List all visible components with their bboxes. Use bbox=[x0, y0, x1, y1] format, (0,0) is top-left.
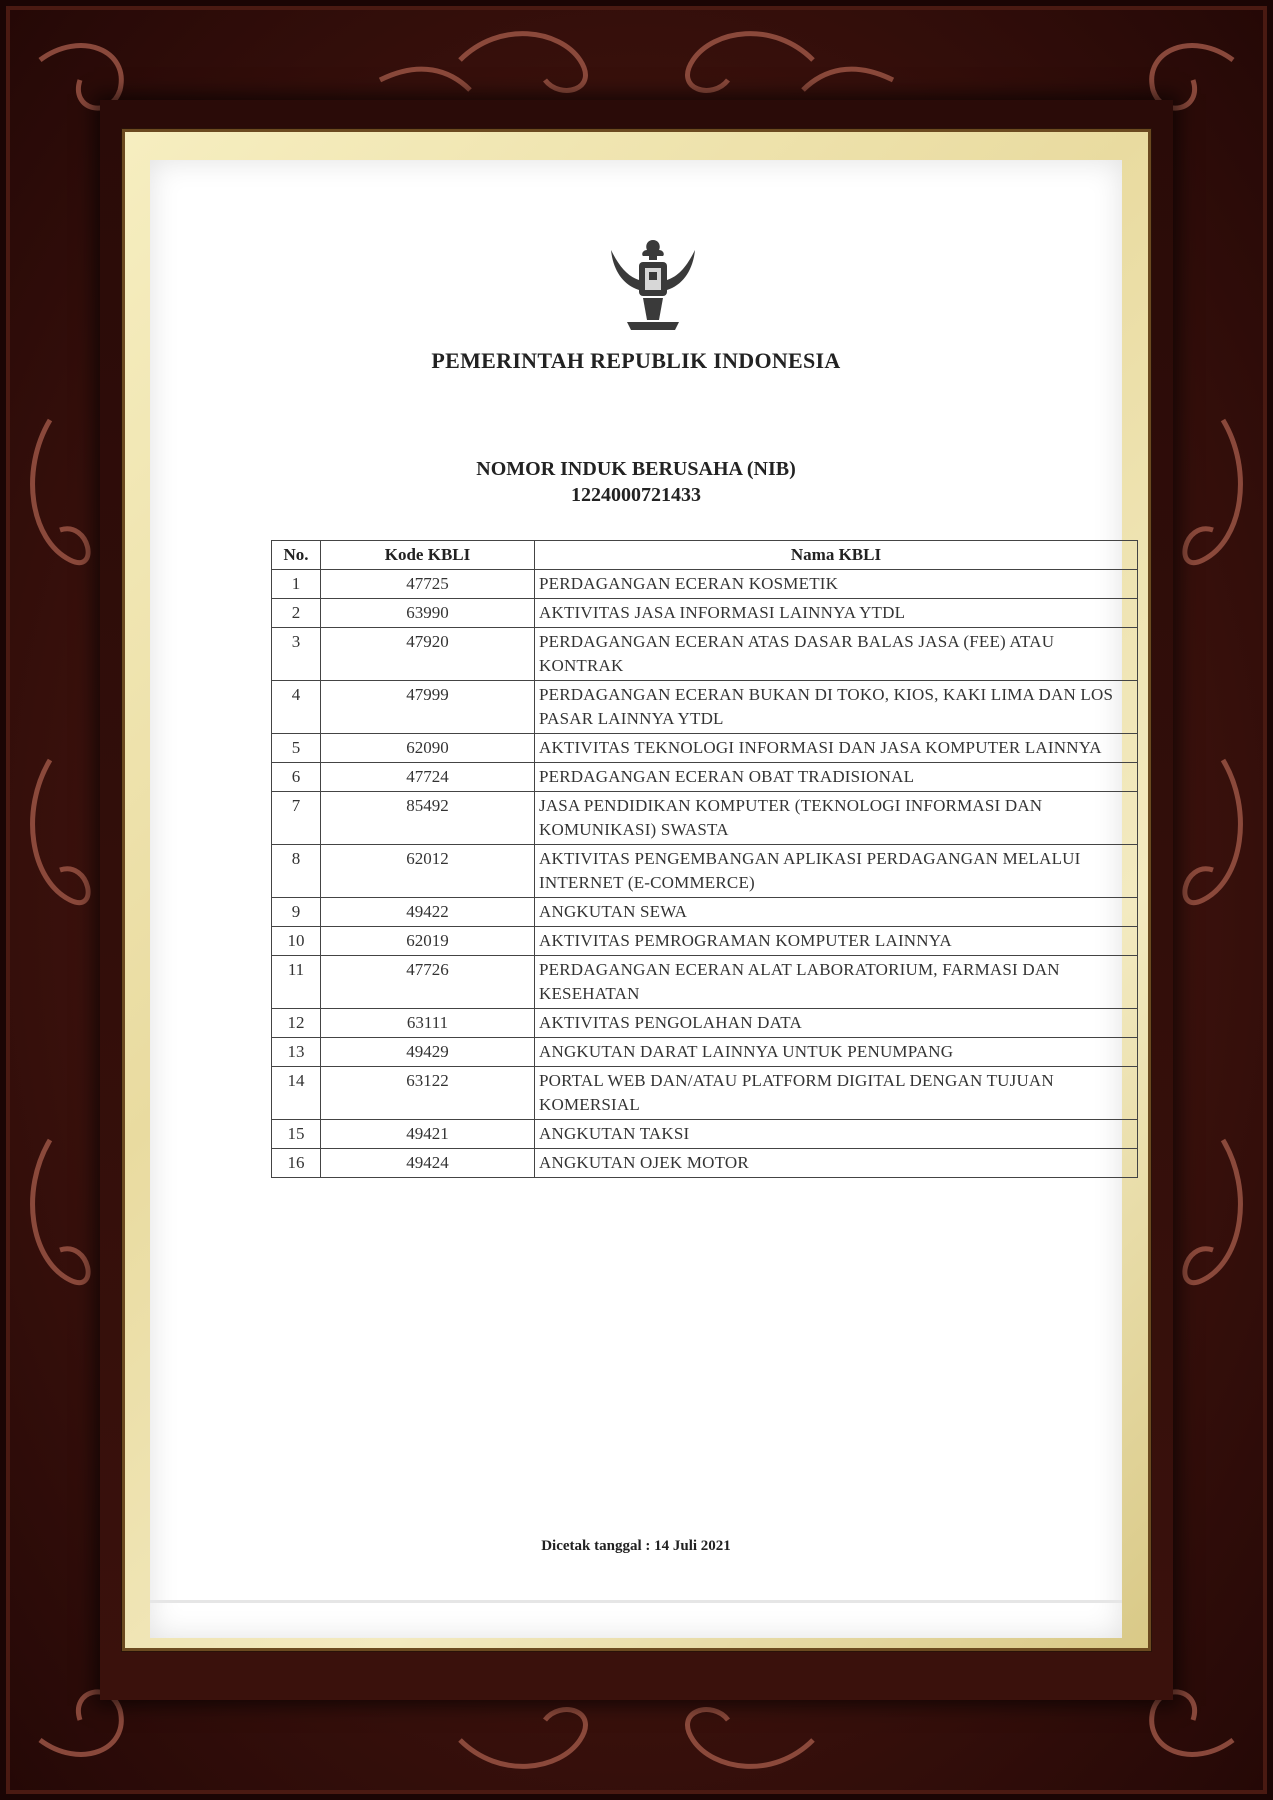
row-no: 2 bbox=[272, 599, 321, 628]
row-no: 16 bbox=[272, 1149, 321, 1178]
column-header-kode: Kode KBLI bbox=[321, 541, 535, 570]
table-row bbox=[272, 570, 1138, 599]
row-nama: PERDAGANGAN ECERAN ALAT LABORATORIUM, FARMASI DAN KESEHATAN bbox=[535, 956, 1138, 1009]
row-kode: 63990 bbox=[321, 599, 535, 628]
row-kode: 47726 bbox=[321, 956, 535, 1009]
table-row bbox=[272, 734, 1138, 763]
row-nama: PERDAGANGAN ECERAN ATAS DASAR BALAS JASA (FEE) ATAU KONTRAK bbox=[535, 628, 1138, 681]
column-header-no: No. bbox=[272, 541, 321, 570]
row-nama: AKTIVITAS PENGOLAHAN DATA bbox=[535, 1009, 1138, 1038]
row-kode: 49424 bbox=[321, 1149, 535, 1178]
row-nama: AKTIVITAS TEKNOLOGI INFORMASI DAN JASA KOMPUTER LAINNYA bbox=[535, 734, 1138, 763]
row-no: 14 bbox=[272, 1067, 321, 1120]
table-row bbox=[272, 599, 1138, 628]
row-no: 6 bbox=[272, 763, 321, 792]
kbli-table bbox=[271, 540, 1138, 1178]
row-no: 1 bbox=[272, 570, 321, 599]
row-kode: 47724 bbox=[321, 763, 535, 792]
document bbox=[150, 160, 1122, 1638]
paper-edge-divider bbox=[150, 1600, 1122, 1603]
row-nama: ANGKUTAN OJEK MOTOR bbox=[535, 1149, 1138, 1178]
row-no: 8 bbox=[272, 845, 321, 898]
row-nama: AKTIVITAS PENGEMBANGAN APLIKASI PERDAGANGAN MELALUI INTERNET (E-COMMERCE) bbox=[535, 845, 1138, 898]
row-kode: 47920 bbox=[321, 628, 535, 681]
row-kode: 85492 bbox=[321, 792, 535, 845]
row-nama: PORTAL WEB DAN/ATAU PLATFORM DIGITAL DENGAN TUJUAN KOMERSIAL bbox=[535, 1067, 1138, 1120]
row-nama: PERDAGANGAN ECERAN BUKAN DI TOKO, KIOS, KAKI LIMA DAN LOS PASAR LAINNYA YTDL bbox=[535, 681, 1138, 734]
nib-number: 1224000721433 bbox=[571, 484, 701, 506]
row-no: 3 bbox=[272, 628, 321, 681]
row-nama: AKTIVITAS JASA INFORMASI LAINNYA YTDL bbox=[535, 599, 1138, 628]
row-no: 13 bbox=[272, 1038, 321, 1067]
garuda-emblem-icon bbox=[603, 230, 703, 340]
table-row bbox=[272, 927, 1138, 956]
row-nama: ANGKUTAN TAKSI bbox=[535, 1120, 1138, 1149]
table-row bbox=[272, 792, 1138, 845]
row-no: 7 bbox=[272, 792, 321, 845]
table-row bbox=[272, 1149, 1138, 1178]
row-kode: 62012 bbox=[321, 845, 535, 898]
row-kode: 49422 bbox=[321, 898, 535, 927]
row-kode: 47725 bbox=[321, 570, 535, 599]
column-header-nama: Nama KBLI bbox=[535, 541, 1138, 570]
table-row bbox=[272, 898, 1138, 927]
row-no: 11 bbox=[272, 956, 321, 1009]
table-row bbox=[272, 956, 1138, 1009]
printed-date: Dicetak tanggal : 14 Juli 2021 bbox=[541, 1538, 731, 1554]
table-row bbox=[272, 628, 1138, 681]
row-nama: AKTIVITAS PEMROGRAMAN KOMPUTER LAINNYA bbox=[535, 927, 1138, 956]
row-kode: 62019 bbox=[321, 927, 535, 956]
row-kode: 49421 bbox=[321, 1120, 535, 1149]
row-nama: ANGKUTAN DARAT LAINNYA UNTUK PENUMPANG bbox=[535, 1038, 1138, 1067]
table-row bbox=[272, 845, 1138, 898]
row-no: 10 bbox=[272, 927, 321, 956]
table-row bbox=[272, 763, 1138, 792]
table-row bbox=[272, 1067, 1138, 1120]
table-row bbox=[272, 681, 1138, 734]
row-kode: 47999 bbox=[321, 681, 535, 734]
row-no: 12 bbox=[272, 1009, 321, 1038]
row-nama: PERDAGANGAN ECERAN KOSMETIK bbox=[535, 570, 1138, 599]
nib-title: NOMOR INDUK BERUSAHA (NIB) bbox=[476, 458, 796, 480]
row-kode: 49429 bbox=[321, 1038, 535, 1067]
row-nama: ANGKUTAN SEWA bbox=[535, 898, 1138, 927]
row-no: 4 bbox=[272, 681, 321, 734]
row-kode: 62090 bbox=[321, 734, 535, 763]
row-no: 15 bbox=[272, 1120, 321, 1149]
table-row bbox=[272, 1038, 1138, 1067]
row-nama: JASA PENDIDIKAN KOMPUTER (TEKNOLOGI INFORMASI DAN KOMUNIKASI) SWASTA bbox=[535, 792, 1138, 845]
table-header-row bbox=[272, 541, 1138, 570]
row-no: 9 bbox=[272, 898, 321, 927]
row-nama: PERDAGANGAN ECERAN OBAT TRADISIONAL bbox=[535, 763, 1138, 792]
table-row bbox=[272, 1120, 1138, 1149]
table-row bbox=[272, 1009, 1138, 1038]
government-title: PEMERINTAH REPUBLIK INDONESIA bbox=[431, 348, 841, 373]
row-kode: 63122 bbox=[321, 1067, 535, 1120]
row-kode: 63111 bbox=[321, 1009, 535, 1038]
row-no: 5 bbox=[272, 734, 321, 763]
